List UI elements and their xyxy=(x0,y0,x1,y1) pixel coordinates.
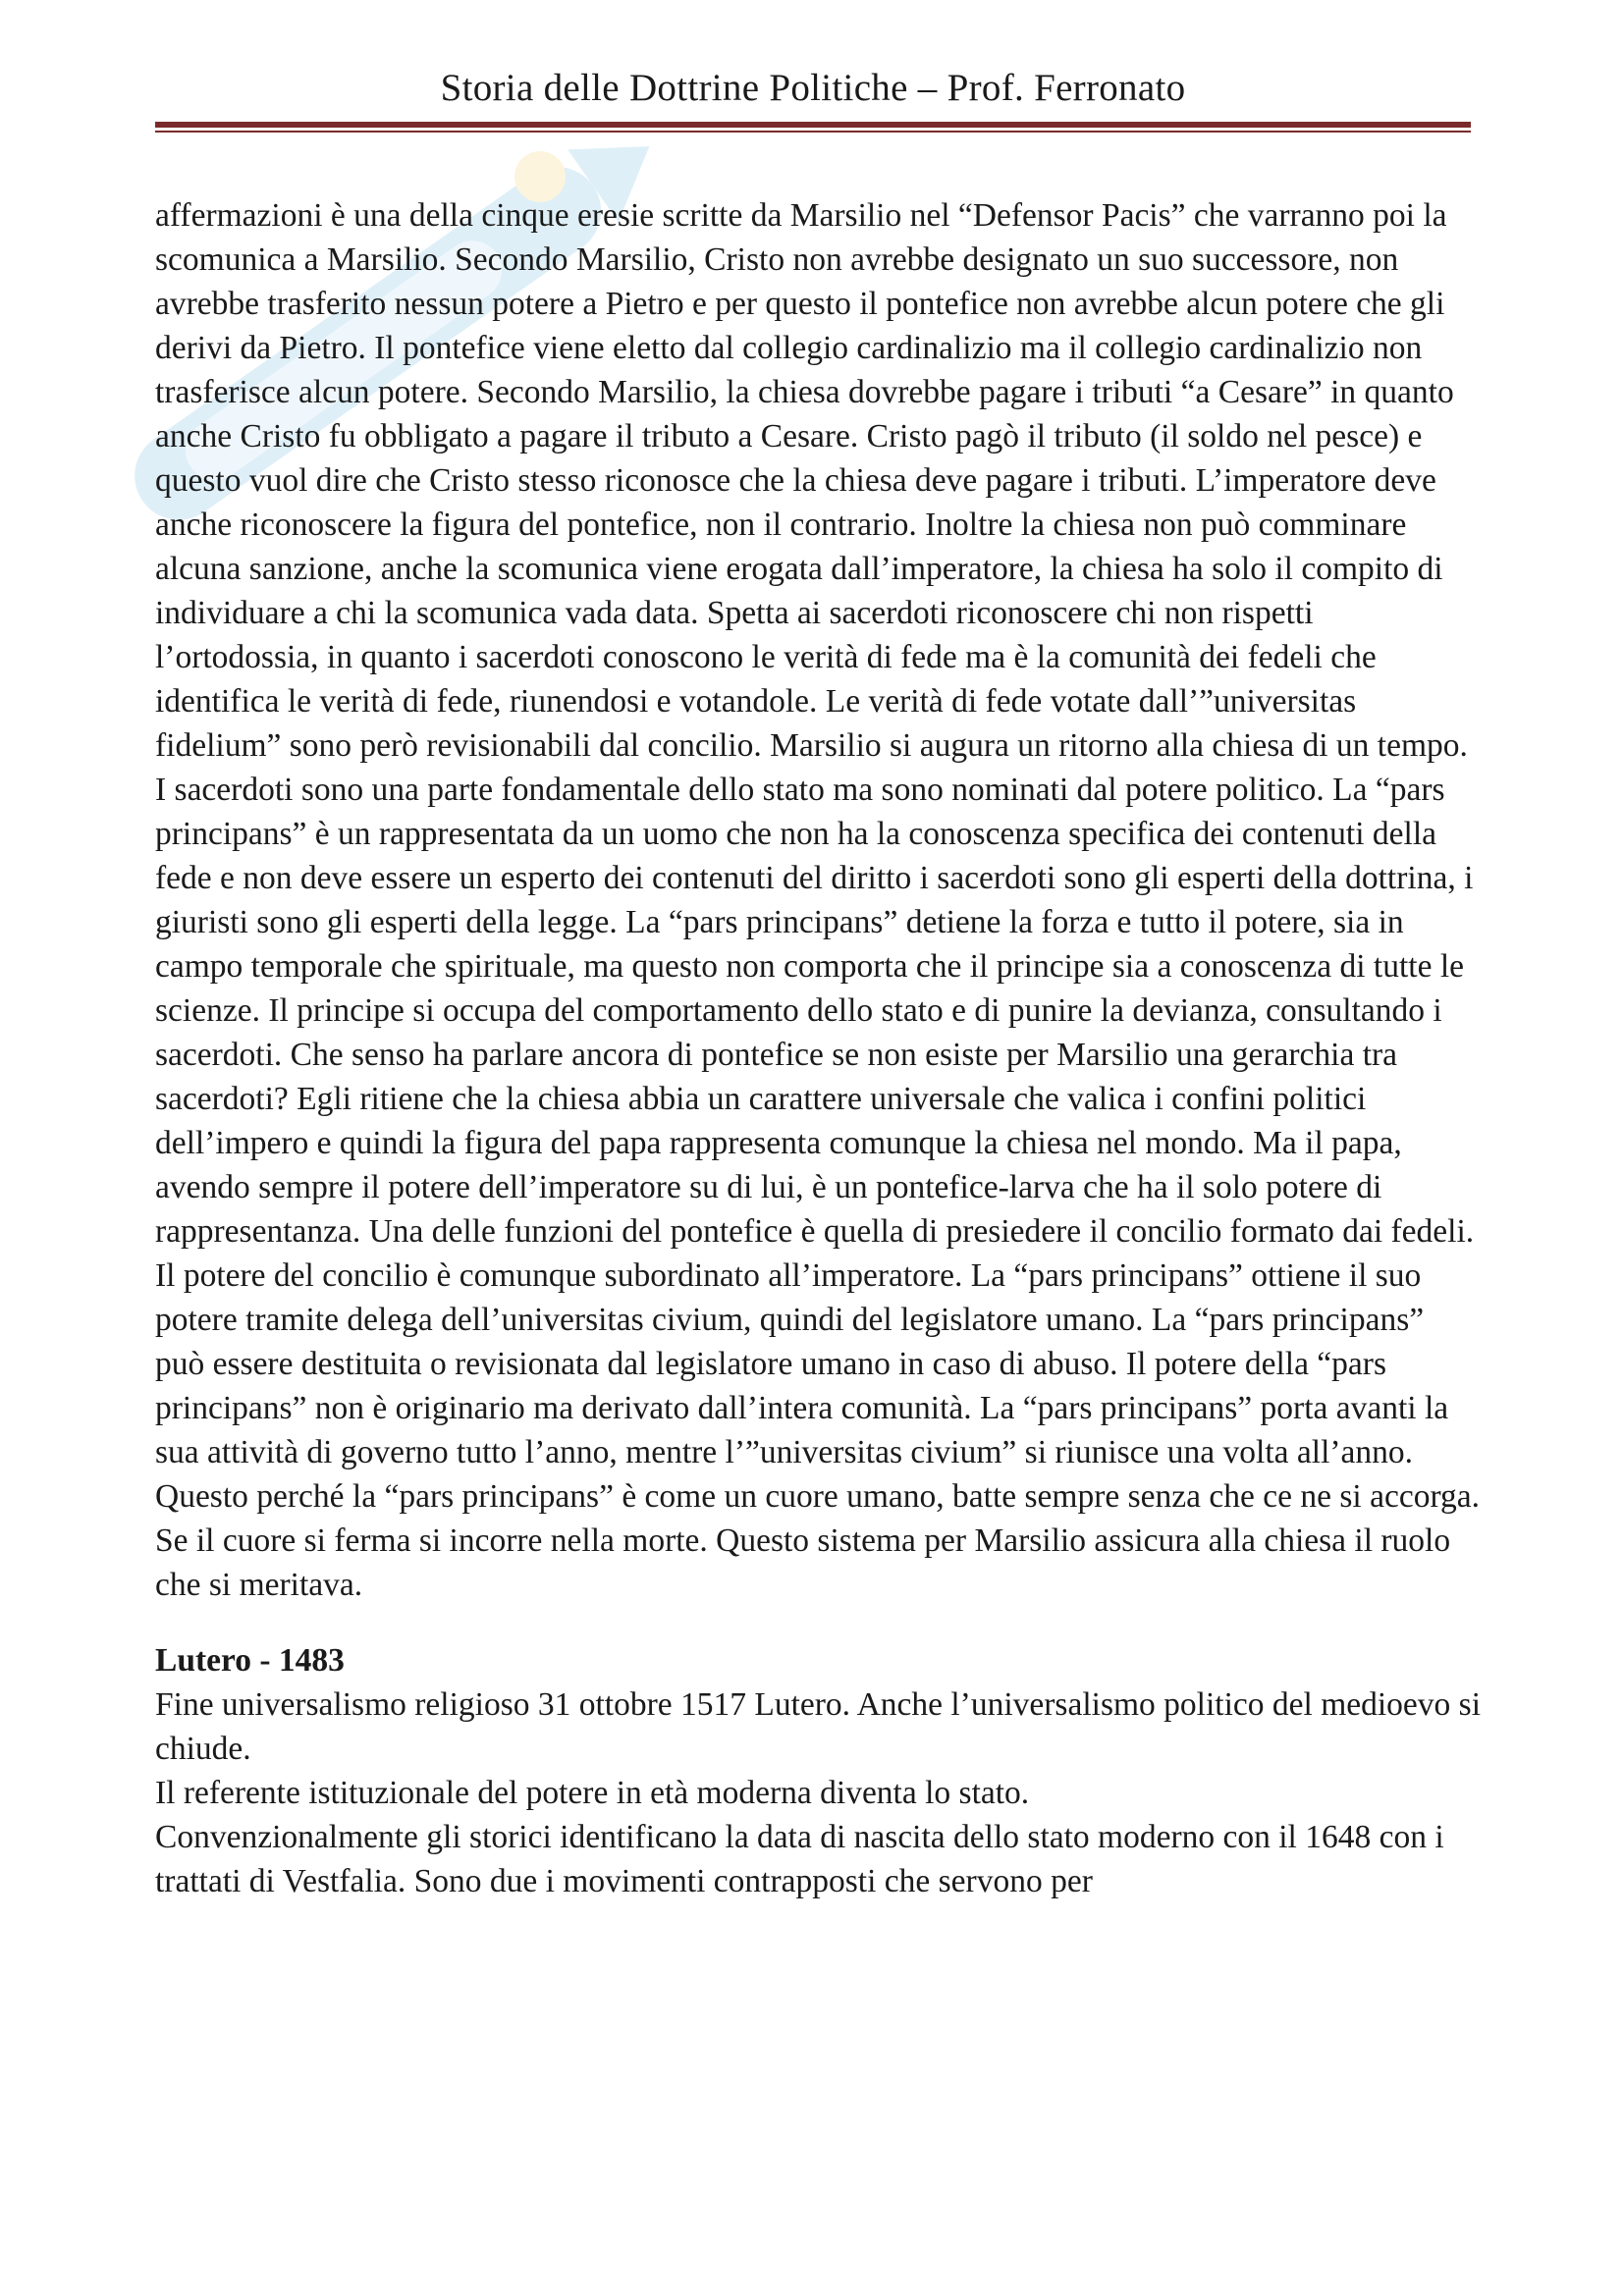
body-paragraph: affermazioni è una della cinque eresie scritte da Marsilio nel “Defensor Pacis” che varranno poi la scomunica a Marsilio. Secondo Marsilio, Cristo non avrebbe designato un suo successore, non avrebbe trasferito nessun potere a Pietro e per questo il pontefice non avrebbe alcun potere che gli derivi da Pietro. Il pontefice viene eletto dal collegio cardinalizio ma il collegio cardinalizio non trasferisce alcun potere. Secondo Marsilio, la chiesa dovrebbe pagare i tributi “a Cesare” in quanto anche Cristo fu obbligato a pagare il tributo a Cesare. Cristo pagò il tributo (il soldo nel pesce) e questo vuol dire che Cristo stesso riconosce che la chiesa deve pagare i tributi. L’imperatore deve anche riconoscere la figura del pontefice, non il contrario. Inoltre la chiesa non può comminare alcuna sanzione, anche la scomunica viene erogata dall’imperatore, la chiesa ha solo il compito di individuare a chi la scomunica vada data. Spetta ai sacerdoti riconoscere chi non rispetti l’ortodossia, in quanto i sacerdoti conoscono le verità di fede ma è la comunità dei fedeli che identifica le verità di fede, riunendosi e votandole. Le verità di fede votate dall’”universitas fidelium” sono però revisionabili dal concilio. Marsilio si augura un ritorno alla chiesa di un tempo. I sacerdoti sono una parte fondamentale dello stato ma sono nominati dal potere politico. La “pars principans” è un rappresentata da un uomo che non ha la conoscenza specifica dei contenuti della fede e non deve essere un esperto dei contenuti del diritto i sacerdoti sono gli esperti della dottrina, i giuristi sono gli esperti della legge. La “pars principans” detiene la forza e tutto il potere, sia in campo temporale che spirituale, ma questo non comporta che il principe sia a conoscenza di tutte le scienze. Il principe si occupa del comportamento dello stato e di punire la devianza, consultando i sacerdoti. Che senso ha parlare ancora di pontefice se non esiste per Marsilio una gerarchia tra sacerdoti? Egli ritiene che la chiesa abbia un carattere universale che valica i confini politici dell’impero e quindi la figura del papa rappresenta comunque la chiesa nel mondo. Ma il papa, avendo sempre il potere dell’imperatore su di lui, è un pontefice-larva che ha il solo potere di rappresentanza. Una delle funzioni del pontefice è quella di presiedere il concilio formato dai fedeli. Il potere del concilio è comunque subordinato all’imperatore. La “pars principans” ottiene il suo potere tramite delega dell’universitas civium, quindi del legislatore umano. La “pars principans” può essere destituita o revisionata dal legislatore umano in caso di abuso. Il potere della “pars principans” non è originario ma derivato dall’intera comunità. La “pars principans” porta avanti la sua attività di governo tutto l’anno, mentre l’”universitas civium” si riunisce una volta all’anno. Questo perché la “pars principans” è come un cuore umano, batte sempre senza che ce ne si accorga. Se il cuore si ferma si incorre nella morte. Questo sistema per Marsilio assicura alla chiesa il ruolo che si meritava. xyxy=(155,197,1480,1603)
document-body xyxy=(155,193,1481,1903)
section-heading: Lutero - 1483 xyxy=(155,1642,345,1679)
page-header xyxy=(155,61,1471,133)
header-rule xyxy=(155,122,1471,128)
section-text-line: Fine universalismo religioso 31 ottobre 1517 Lutero. Anche l’universalismo politico del medioevo si chiude. xyxy=(155,1686,1482,1767)
page-title: Storia delle Dottrine Politiche – Prof. Ferronato xyxy=(440,67,1186,109)
header-rule-thin xyxy=(155,131,1471,133)
section-text-line: Convenzionalmente gli storici identificano la data di nascita dello stato moderno con il 1648 con i trattati di Vestfalia. Sono due i movimenti contrapposti che servono per xyxy=(155,1819,1444,1899)
section-text-line: Il referente istituzionale del potere in età moderna diventa lo stato. xyxy=(155,1775,1030,1811)
